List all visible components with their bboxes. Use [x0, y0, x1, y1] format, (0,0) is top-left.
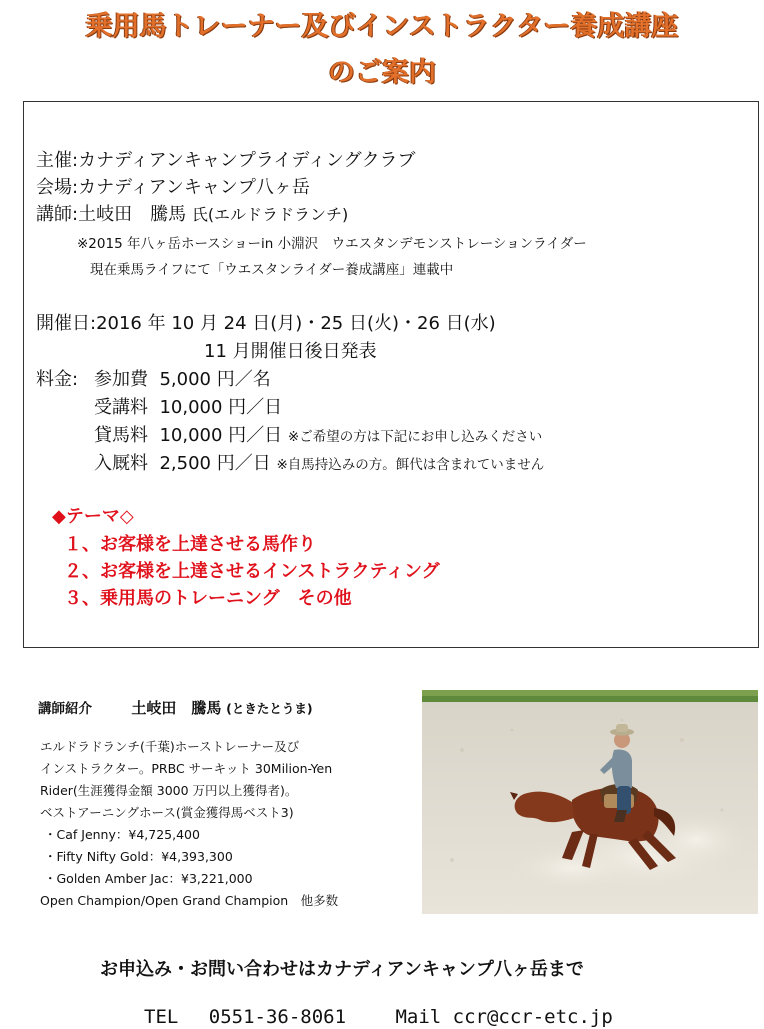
instructor-note-2: 現在乗馬ライフにて「ウエスタンライダー養成講座」連載中 [90, 262, 454, 278]
profile-reading: (ときたとうま) [226, 701, 313, 716]
fee-amount: 10,000 円／日 [159, 425, 283, 446]
profile-heading: 講師紹介 [38, 701, 92, 717]
info-box [23, 101, 759, 648]
theme-item: ２、お客様を上達させるインストラクティング [64, 561, 440, 582]
profile-line: ・Fifty Nifty Gold：¥4,393,300 [44, 849, 233, 864]
inquiry-line: お申込み・お問い合わせはカナディアンキャンプ八ヶ岳まで [100, 959, 584, 980]
horse-photo [422, 690, 758, 914]
theme-item: １、お客様を上達させる馬作り [64, 534, 316, 555]
profile-heading-line [38, 697, 313, 718]
fee-name: 貸馬料 [94, 425, 148, 446]
horse-rider-image [422, 690, 758, 914]
fee-row [94, 393, 282, 419]
fee-note: ※自馬持込みの方。餌代は含まれていません [276, 457, 545, 473]
profile-line: Open Champion/Open Grand Champion 他多数 [40, 893, 339, 908]
page-subtitle: のご案内 [328, 57, 436, 88]
fee-amount: 2,500 円／日 [159, 453, 271, 474]
venue-line: 会場:カナディアンキャンプ八ヶ岳 [36, 177, 310, 198]
dates-line: 開催日:2016 年 10 月 24 日(月)・25 日(火)・26 日(水) [36, 313, 496, 334]
theme-heading: ◆テーマ◇ [52, 506, 134, 527]
host-line: 主催:カナディアンキャンプライディングクラブ [36, 150, 416, 171]
fee-row [94, 449, 544, 475]
profile-name: 土岐田 騰馬 [131, 699, 222, 717]
fee-row [94, 421, 542, 447]
instructor-note-1: ※2015 年八ヶ岳ホースショーin 小淵沢 ウエスタンデモンストレーションライダー [77, 236, 587, 252]
instructor-line [36, 200, 348, 226]
profile-line: エルドラドランチ(千葉)ホーストレーナー及び [40, 739, 300, 754]
fee-name: 入厩料 [94, 453, 148, 474]
page-title: 乗用馬トレーナー及びインストラクター養成講座 [85, 11, 679, 42]
profile-line: ベストアーニングホース(賞金獲得馬ベスト3) [40, 805, 294, 820]
profile-line: ・Caf Jenny：¥4,725,400 [44, 827, 200, 842]
profile-line: Rider(生涯獲得金額 3000 万円以上獲得者)。 [40, 783, 298, 798]
fee-row [94, 365, 271, 391]
contact-line: TEL 0551-36-8061 Mail ccr@ccr-etc.jp [144, 1006, 613, 1028]
fee-note: ※ご希望の方は下記にお申し込みください [287, 429, 543, 445]
fee-amount: 5,000 円／名 [159, 369, 271, 390]
instructor-name: 講師:土岐田 騰馬 [36, 204, 187, 225]
fee-label: 料金: [36, 369, 79, 390]
dates-note: 11 月開催日後日発表 [204, 341, 377, 362]
theme-item: ３、乗用馬のトレーニング その他 [64, 588, 352, 609]
profile-line: ・Golden Amber Jac：¥3,221,000 [44, 871, 253, 886]
fee-name: 参加費 [94, 369, 148, 390]
instructor-affiliation: 氏(エルドラドランチ) [191, 205, 349, 224]
fee-amount: 10,000 円／日 [159, 397, 283, 418]
profile-line: インストラクター。PRBC サーキット 30Milion-Yen [40, 761, 333, 776]
fee-name: 受講料 [94, 397, 148, 418]
